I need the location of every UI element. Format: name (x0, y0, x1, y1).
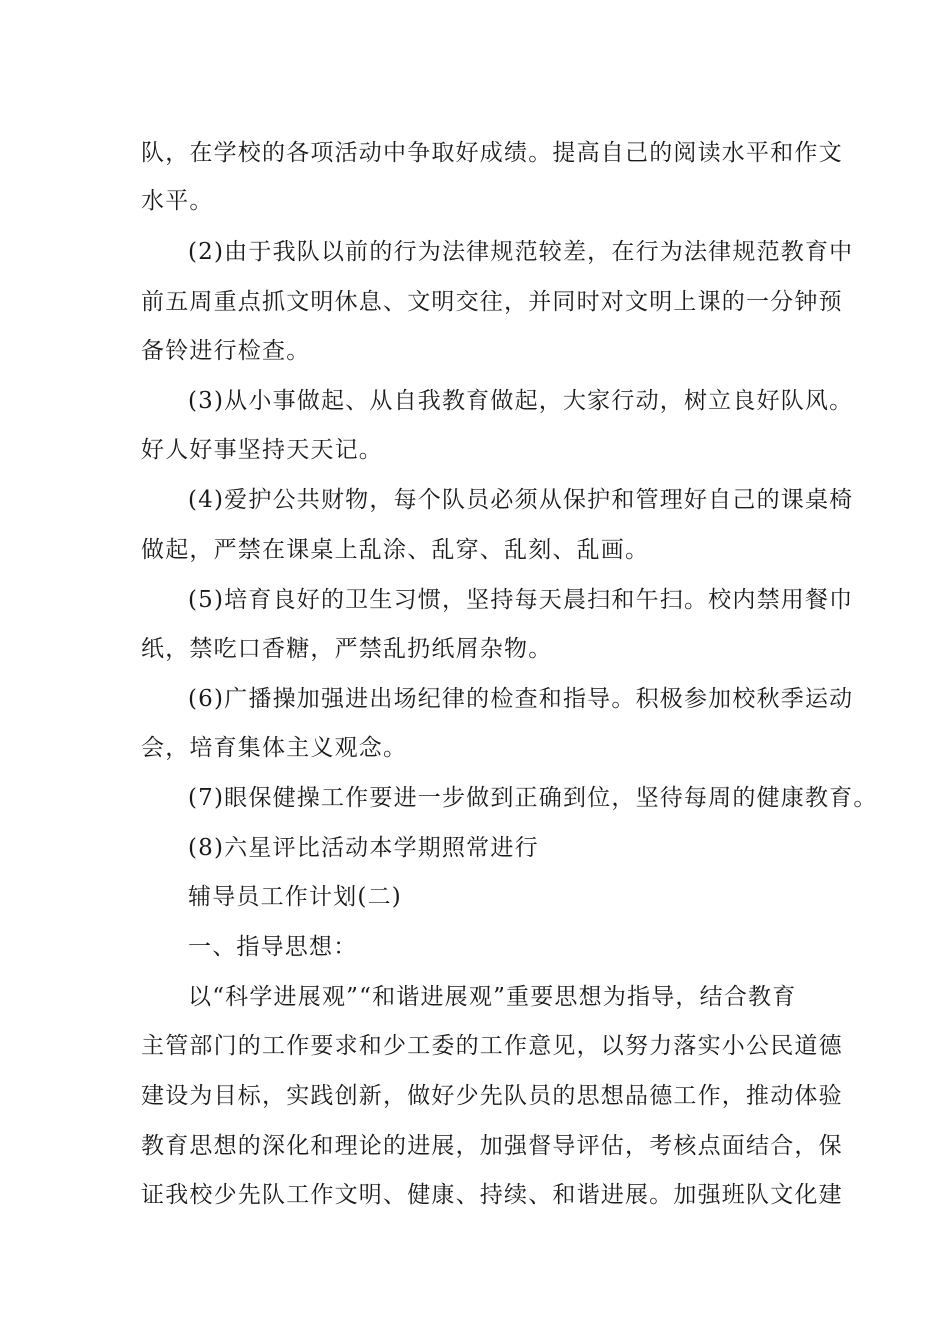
text-line: 水平。 (141, 188, 214, 214)
text-line: (5)培育良好的卫生习惯，坚持每天晨扫和午扫。校内禁用餐巾 (188, 587, 854, 613)
text-line: 以“科学进展观”“和谐进展观”重要思想为指导，结合教育 (188, 984, 797, 1010)
section-heading: 辅导员工作计划(二) (188, 884, 402, 910)
text-line: 前五周重点抓文明休息、文明交往，并同时对文明上课的一分钟预 (141, 289, 843, 315)
text-line: (2)由于我队以前的行为法律规范较差，在行为法律规范教育中 (188, 239, 854, 265)
text-line: 好人好事坚持天天记。 (141, 437, 383, 463)
text-line: (8)六星评比活动本学期照常进行 (188, 835, 539, 861)
text-line: 主管部门的工作要求和少工委的工作意见，以努力落实小公民道德 (141, 1033, 843, 1059)
text-line: 会，培育集体主义观念。 (141, 735, 408, 761)
text-line: 纸，禁吃口香糖，严禁乱扔纸屑杂物。 (141, 636, 553, 662)
section-subheading: 一、指导思想： (188, 934, 358, 960)
text-line: 做起，严禁在课桌上乱涂、乱穿、乱刻、乱画。 (141, 537, 650, 563)
text-line: (7)眼保健操工作要进一步做到正确到位，坚待每周的健康教育。 (188, 785, 878, 811)
text-line: 队，在学校的各项活动中争取好成绩。提高自己的阅读水平和作文 (141, 140, 843, 166)
text-line: (6)广播操加强进出场纪律的检查和指导。积极参加校秋季运动 (188, 686, 854, 712)
text-line: (4)爱护公共财物，每个队员必须从保护和管理好自己的课桌椅 (188, 487, 854, 513)
text-line: (3)从小事做起、从自我教育做起，大家行动，树立良好队风。 (188, 388, 854, 414)
text-line: 证我校少先队工作文明、健康、持续、和谐进展。加强班队文化建 (141, 1182, 843, 1208)
text-line: 教育思想的深化和理论的进展，加强督导评估，考核点面结合，保 (141, 1133, 843, 1159)
text-line: 建设为目标，实践创新，做好少先队员的思想品德工作，推动体验 (141, 1083, 843, 1109)
text-line: 备铃进行检查。 (141, 338, 311, 364)
